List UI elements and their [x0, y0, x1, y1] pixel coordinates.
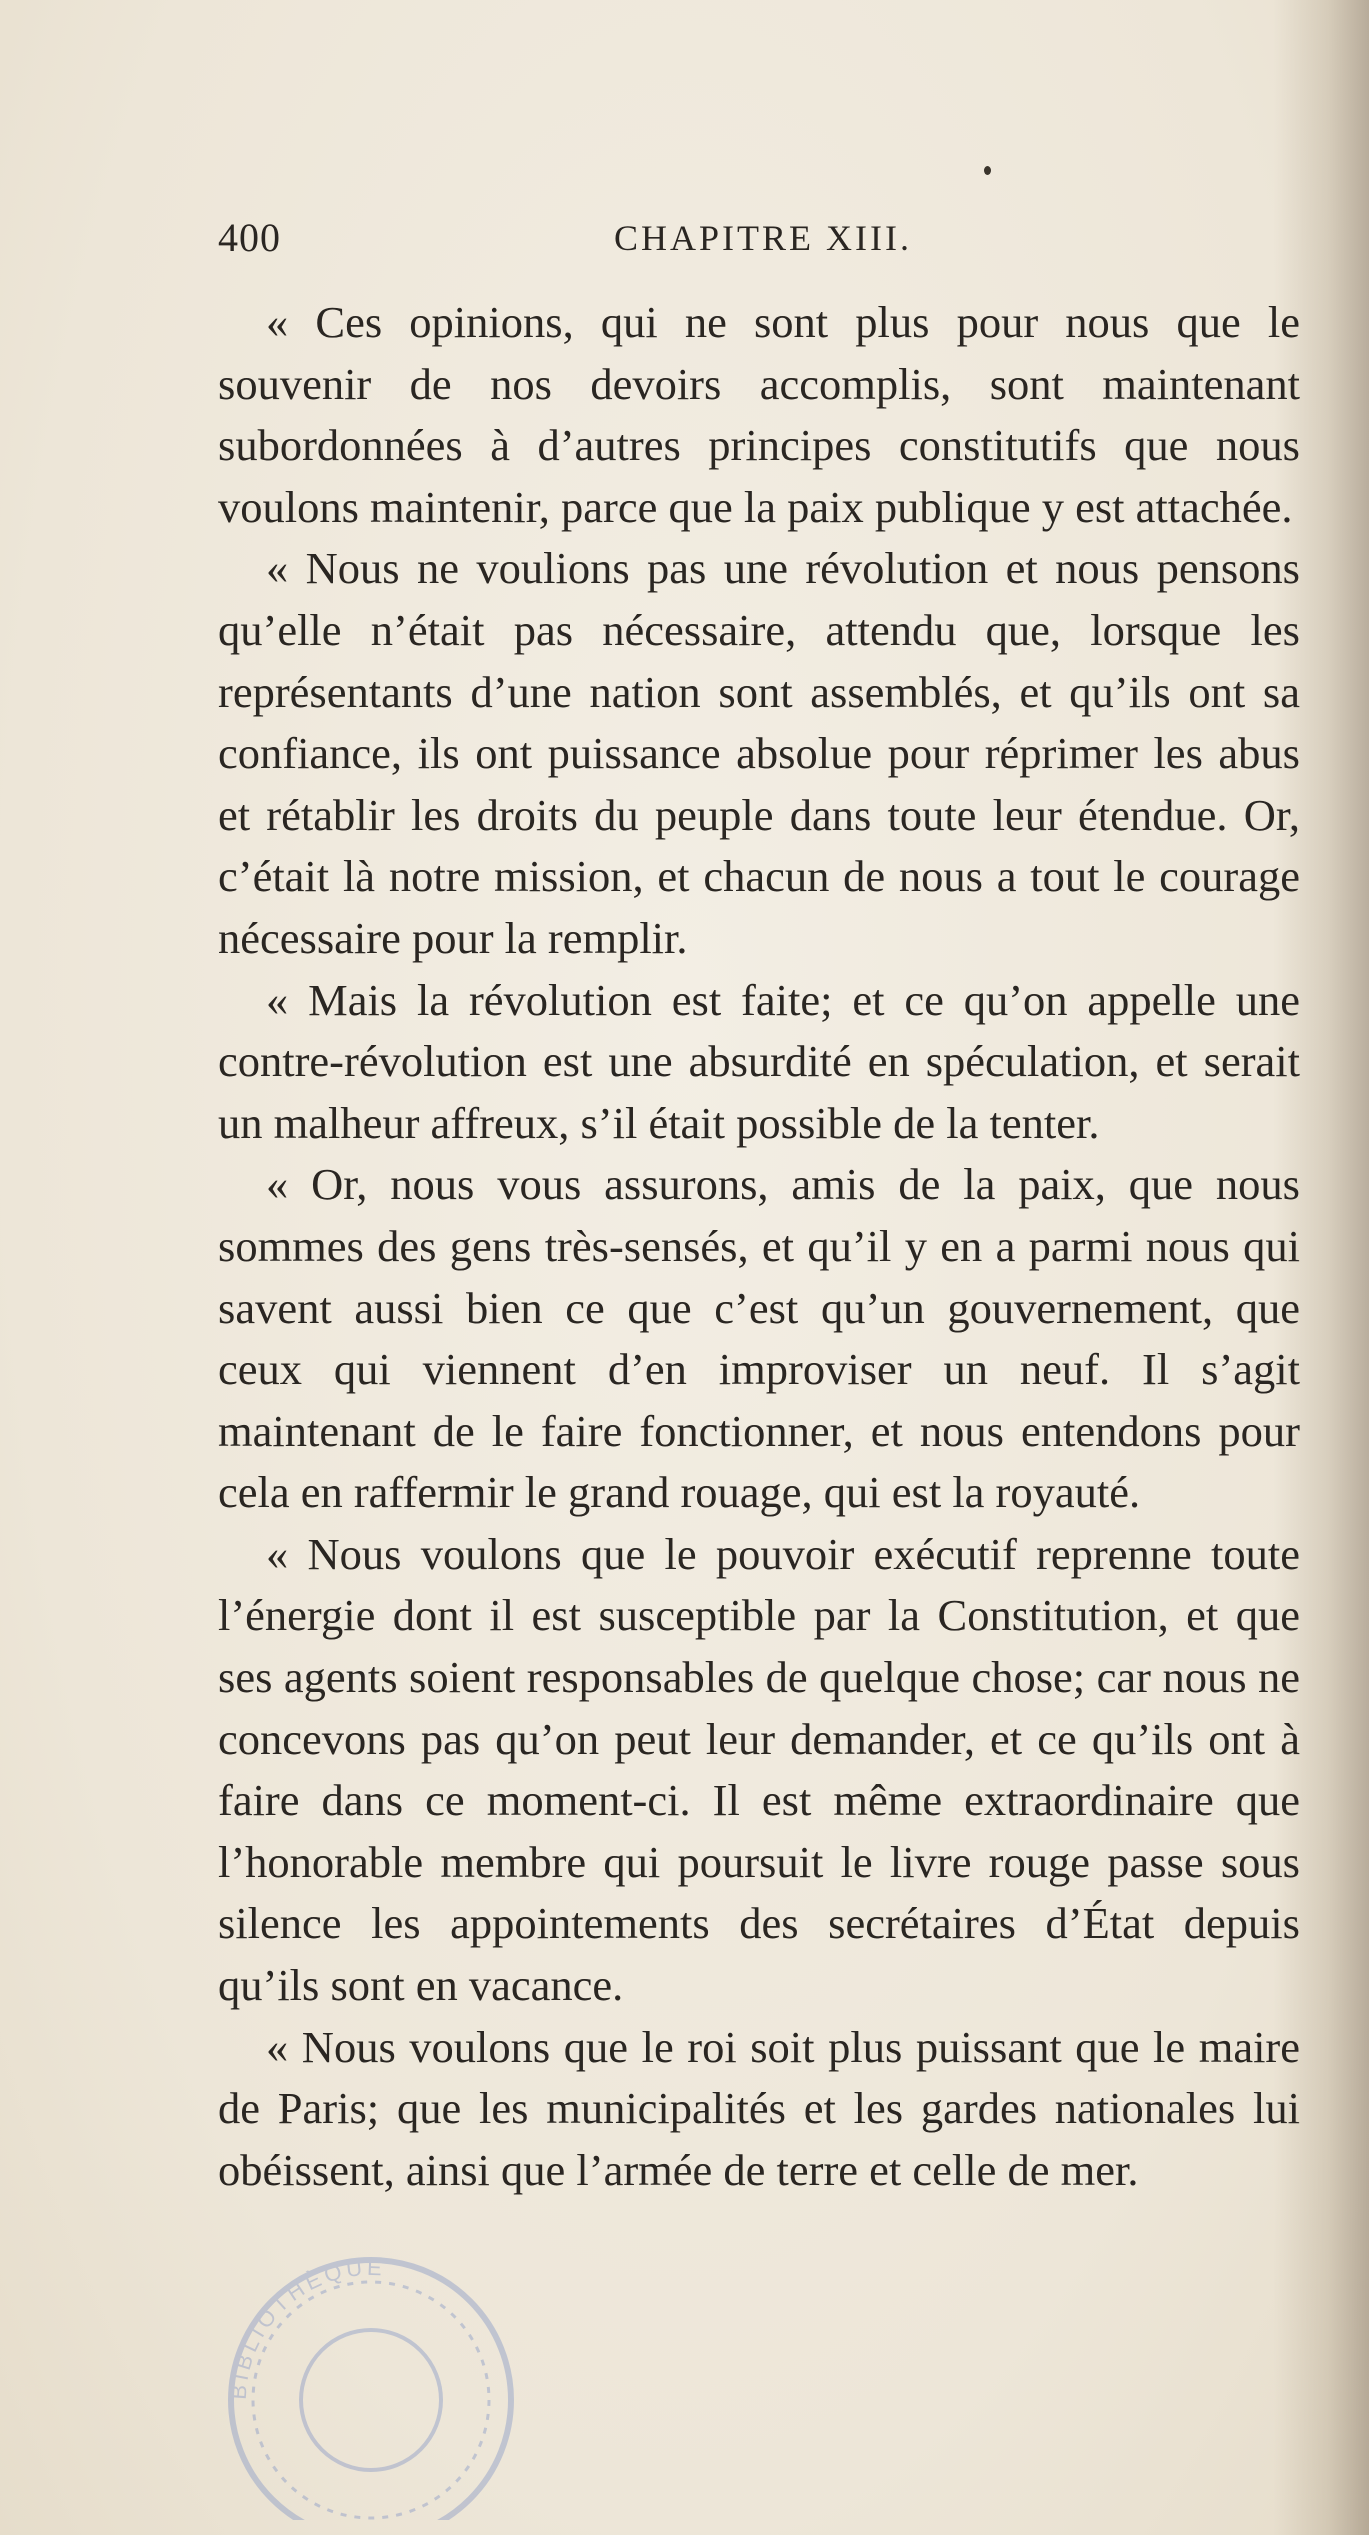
paragraph: « Nous voulons que le roi soit plus puissant que le maire de Paris; que les municipalités et les gardes nationales lui obéissent, ainsi que l’armée de terre et celle de mer. — [218, 2021, 1300, 2195]
paragraph: « Ces opinions, qui ne sont plus pour nous que le souvenir de nos devoirs accomplis, sont maintenant subordonnées à d’autres principes constitutifs que nous voulons maintenir, parce que la paix publique y est attachée. — [218, 297, 1300, 532]
paragraph: « Mais la révolution est faite; et ce qu’on appelle une contre-révolution est une absurdité en spéculation, et serait un malheur affreux, s’il était possible de la tenter. — [218, 974, 1300, 1148]
page-number: 400 — [218, 215, 281, 260]
ink-speck — [984, 166, 991, 175]
running-head: CHAPITRE XIII. — [614, 218, 912, 258]
library-stamp — [176, 2200, 556, 2520]
paragraph: « Nous voulons que le pouvoir exécutif reprenne toute l’énergie dont il est susceptible par la Constitution, et que ses agents soient responsables de quelque chose; car nous ne concevons pas qu’on peut leur demander, et ce qu’ils ont à faire dans ce moment-ci. Il est même extraordinaire que l’honorable membre qui poursuit le livre rouge passe sous silence les appointements des secrétaires d’État depuis qu’ils sont en vacance. — [218, 1528, 1300, 2011]
paragraph: « Nous ne voulions pas une révolution et nous pensons qu’elle n’était pas nécessaire, attendu que, lorsque les représentants d’une nation sont assemblés, et qu’ils ont sa confiance, ils ont puissance absolue pour réprimer les abus et rétablir les droits du peuple dans toute leur étendue. Or, c’était là notre mission, et chacun de nous a tout le courage nécessaire pour la remplir. — [218, 543, 1300, 963]
paragraph: « Or, nous vous assurons, amis de la paix, que nous sommes des gens très-sensés, et qu’il y en a parmi nous qui savent aussi bien ce que c’est qu’un gouvernement, que ceux qui viennent d’en improviser un neuf. Il s’agit maintenant de le faire fonctionner, et nous entendons pour cela en raffermir le grand rouage, qui est la royauté. — [218, 1159, 1300, 1518]
stamp-text: BIBLIOTHÈQUE — [225, 2254, 387, 2401]
body-text — [218, 292, 1300, 2201]
page-header — [218, 210, 1300, 266]
